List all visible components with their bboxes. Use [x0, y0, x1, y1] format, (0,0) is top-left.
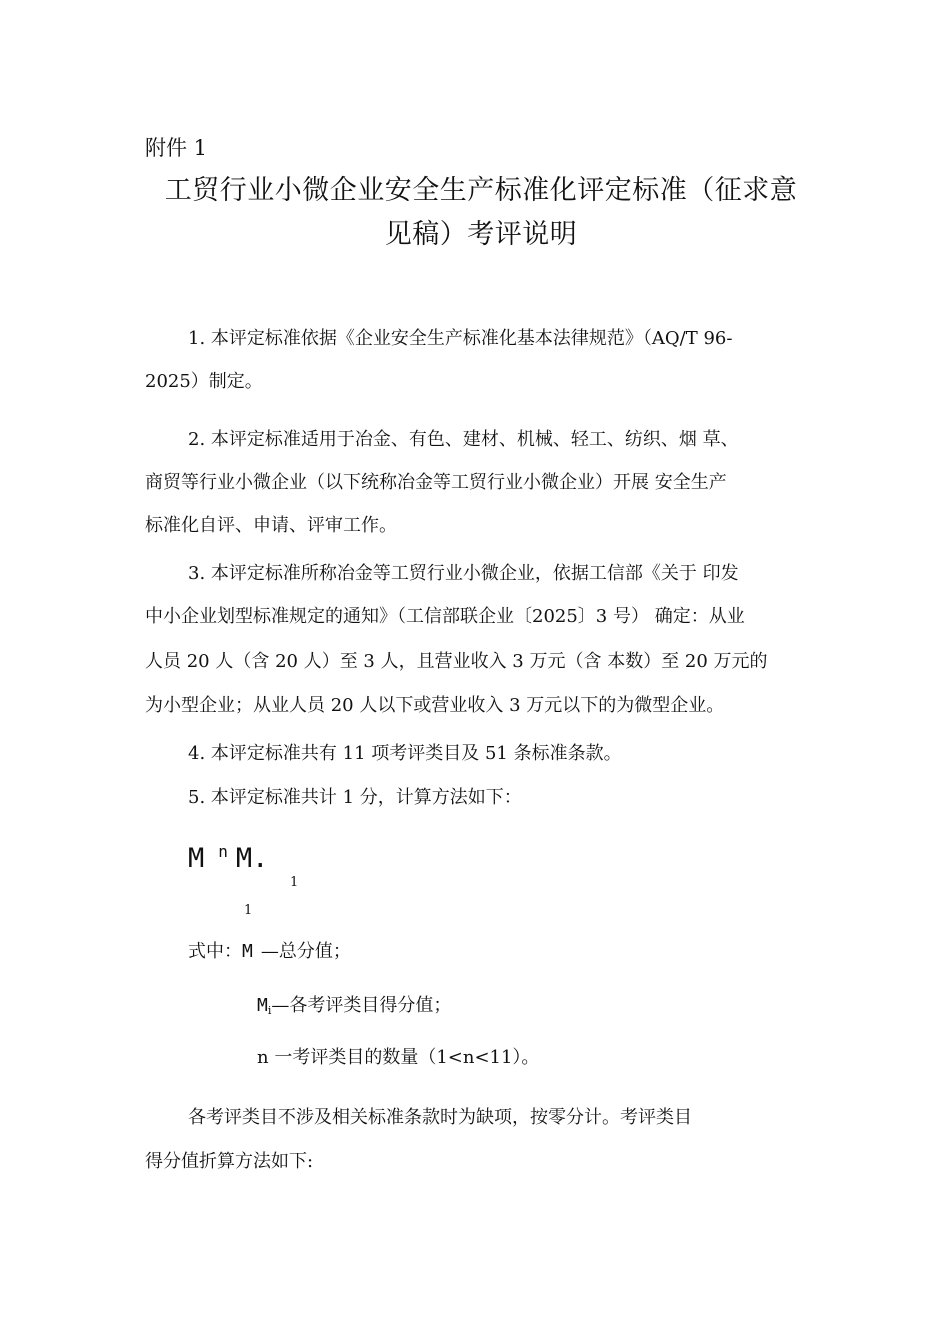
legend-mi-subscript: i	[267, 1004, 272, 1017]
legend-total	[188, 941, 351, 963]
formula-subscript-below: 1	[244, 903, 253, 918]
legend-intro: 式中：	[188, 941, 242, 962]
item-3-line-3: 人员 20 人（含 20 人）至 3 人，且营业收入 3 万元（含 本数）至 20 万元的	[145, 651, 768, 672]
legend-mi-symbol: M	[257, 995, 268, 1016]
formula-lhs: M	[188, 843, 205, 874]
formula-superscript: n	[218, 842, 228, 861]
item-3-line-1: 3. 本评定标准所称冶金等工贸行业小微企业，依据工信部《关于 印发	[188, 563, 739, 584]
item-3-line-4: 为小型企业；从业人员 20 人以下或营业收入 3 万元以下的为微型企业。	[145, 695, 725, 716]
legend-mi-desc: —各考评类目得分值；	[271, 995, 452, 1016]
legend-m-desc: —总分值；	[260, 941, 351, 962]
closing-line-1: 各考评类目不涉及相关标准条款时为缺项，按零分计。考评类目	[188, 1107, 692, 1128]
item-1-line-2: 2025）制定。	[145, 371, 263, 392]
legend-item-score	[257, 995, 451, 1019]
item-2-line-2: 商贸等行业小微企业（以下统称冶金等工贸行业小微企业）开展 安全生产	[145, 472, 727, 493]
legend-m-symbol: M	[242, 941, 253, 962]
legend-count: n 一考评类目的数量（1<n<11）。	[257, 1047, 540, 1068]
item-4: 4. 本评定标准共有 11 项考评类目及 51 条标准条款。	[188, 743, 622, 764]
item-2-line-1: 2. 本评定标准适用于冶金、有色、建材、机械、轻工、纺织、烟 草、	[188, 429, 739, 450]
document-title-line-1: 工贸行业小微企业安全生产标准化评定标准（征求意	[164, 175, 798, 206]
attachment-label: 附件 1	[145, 136, 208, 160]
item-3-line-2: 中小企业划型标准规定的通知》（工信部联企业〔2025〕3 号） 确定：从业	[145, 606, 745, 627]
document-title-line-2: 见稿）考评说明	[384, 219, 578, 250]
item-2-line-3: 标准化自评、申请、评审工作。	[145, 515, 397, 536]
formula	[188, 843, 268, 874]
item-5: 5. 本评定标准共计 1 分，计算方法如下：	[188, 787, 522, 808]
formula-subscript-right: 1	[290, 875, 299, 890]
item-1-line-1: 1. 本评定标准依据《企业安全生产标准化基本法律规范》（AQ/T 96-	[188, 328, 733, 349]
formula-rhs: M.	[235, 843, 269, 874]
closing-line-2: 得分值折算方法如下:	[145, 1151, 314, 1172]
